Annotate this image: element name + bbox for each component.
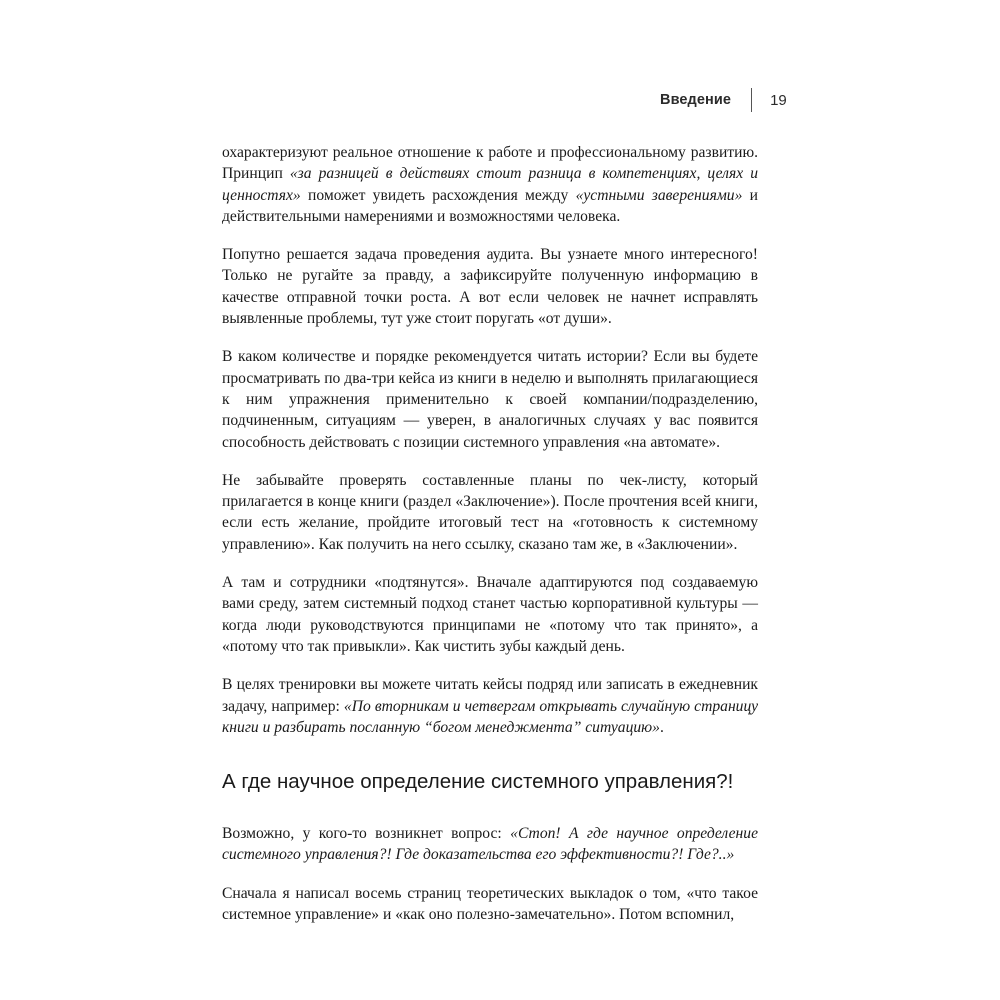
paragraph — [222, 823, 758, 866]
paragraph-text: В каком количестве и порядке рекомендуется читать истории? Если вы будете просматривать по два-три кейса из книги в неделю и выполнять прилагающиеся к ним упражнения применительно к своей компании/подразделению, подчиненным, ситуациям — уверен, в аналогичных случаях у вас появится способность действовать с позиции системного управления «на автомате». — [222, 348, 758, 451]
italic-quote: «Стоп! А где научное определение системного управления?! Где доказательства его эффективности?! Где?..» — [222, 825, 758, 864]
paragraph — [222, 244, 758, 329]
page-body — [222, 142, 758, 925]
paragraph-text: . — [659, 718, 664, 736]
italic-quote: «за разницей в действиях стоит разница в компетенциях, целях и ценностях» — [222, 165, 758, 204]
paragraph-text: А там и сотрудники «подтянутся». Вначале адаптируются под создаваемую вами среду, затем системный подход станет частью корпоративной культуры — когда люди руководствуются принципами не «потому что так принято», а «потому что так привыкли». Как чистить зубы каждый день. — [222, 574, 758, 655]
paragraph-text: и действительными намерениями и возможностями человека. — [222, 186, 758, 225]
section-title: Введение — [660, 92, 732, 108]
paragraph — [222, 674, 758, 738]
italic-quote: «устными заверениями» — [575, 186, 743, 204]
paragraph-text: Не забывайте проверять составленные планы по чек-листу, который прилагается в конце книги (раздел «Заключение»). После прочтения всей книги, если есть желание, пройдите итоговый тест на «готовность к системному управлению». Как получить на него ссылку, сказано там же, в «Заключении». — [222, 471, 758, 553]
section-heading: А где научное определение системного управления?! — [222, 770, 734, 794]
header-divider — [751, 88, 752, 112]
italic-quote: «По вторникам и четвергам открывать случайную страницу книги и разбирать посланную “богом менеджмента” ситуацию» — [222, 697, 758, 736]
paragraph-text: охарактеризуют реальное отношение к работе и профессиональному развитию. Принцип — [222, 144, 758, 183]
paragraph — [222, 883, 758, 926]
paragraph-text: Сначала я написал восемь страниц теоретических выкладок о том, «что такое системное управление» и «как оно полезно-замечательно». Потом вспомнил, — [222, 884, 758, 924]
paragraph-text: Возможно, у кого-то возникнет вопрос: — [222, 825, 511, 843]
paragraph-text: поможет увидеть расхождения между — [300, 186, 576, 204]
paragraph-text: В целях тренировки вы можете читать кейсы подряд или записать в ежедневник задачу, например: — [222, 676, 758, 715]
paragraph — [222, 572, 758, 657]
paragraph-text: Попутно решается задача проведения аудита. Вы узнаете много интересного! Только не ругайте за правду, а зафиксируйте полученную информацию в качестве отправной точки роста. А вот если человек не начнет исправлять выявленные проблемы, тут уже стоит поругать «от души». — [222, 246, 758, 328]
running-header — [660, 86, 787, 114]
page-number: 19 — [770, 91, 787, 109]
paragraph — [222, 470, 758, 555]
paragraph — [222, 346, 758, 452]
paragraph — [222, 142, 758, 227]
